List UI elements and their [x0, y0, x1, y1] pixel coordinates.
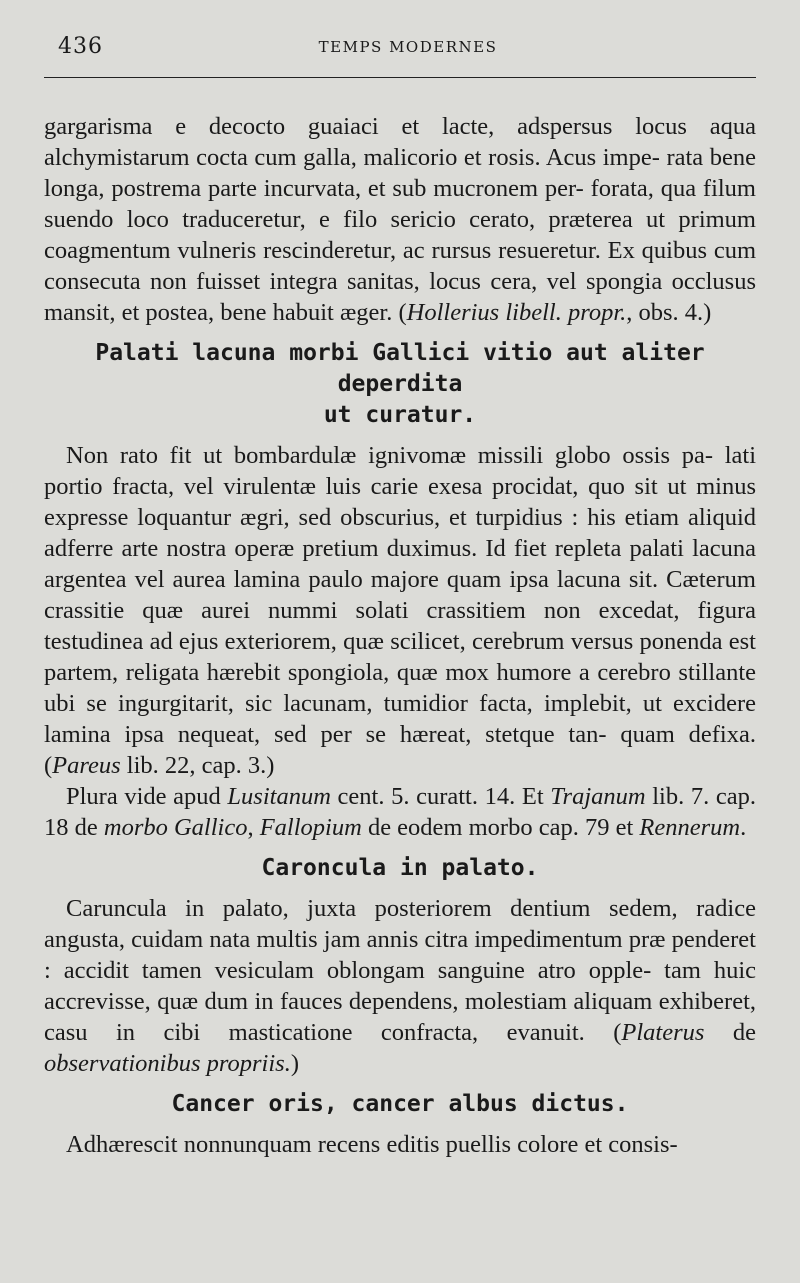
header-rule: [44, 77, 756, 78]
text-run: lib. 7. cap. 18 de: [44, 783, 756, 841]
heading-line: ut curatur.: [323, 402, 477, 428]
heading-line: Cancer oris, cancer albus dictus.: [171, 1091, 629, 1117]
citation-italic: observationibus propriis.: [44, 1050, 291, 1077]
spacer: [44, 431, 756, 440]
spacer: [44, 1120, 756, 1129]
citation-italic: Pareus: [52, 752, 121, 779]
citation-italic: morbo Gallico: [103, 814, 248, 841]
paragraph: [44, 440, 756, 781]
citation-italic: Lusitanum: [227, 783, 331, 810]
citation-italic: Fallopium: [259, 814, 362, 841]
text-run: Adhærescit nonnunquam recens editis puellis colore et consis-: [66, 1131, 678, 1158]
paragraph: [44, 781, 756, 843]
citation-italic: Rennerum: [639, 814, 741, 841]
text-run: ): [290, 1050, 300, 1077]
text-run: cent. 5. curatt. 14. Et: [330, 783, 551, 810]
text-run: .: [740, 814, 747, 841]
heading-line: Caroncula in palato.: [261, 855, 539, 881]
section-heading: [44, 338, 756, 431]
spacer: [44, 843, 756, 853]
text-run: Plura vide apud: [66, 783, 228, 810]
running-head: [58, 34, 758, 64]
spacer: [44, 1079, 756, 1089]
citation-italic: Trajanum: [550, 783, 646, 810]
citation-italic: Hollerius libell. propr.: [406, 299, 627, 326]
body-text: [44, 111, 756, 1160]
heading-line: Palati lacuna morbi Gallici vitio aut aliter deperdita: [95, 340, 705, 397]
paragraph: [44, 893, 756, 1079]
paragraph: [44, 1129, 756, 1160]
text-run: gargarisma e decocto guaiaci et lacte, adspersus locus aqua alchymistarum cocta cum galla, malicorio et rosis. Acus impe- rata bene longa, postrema parte incurvata, et sub mucronem per- forata, qua filum suendo loco traduceretur, e filo sericio cerato, præterea ut primum coagmentum vulneris rescinderetur, ac rursus resueretur. Ex quibus cum consecuta non fuisset integra sanitas, locus cera, vel spongia occlusus mansit, et postea, bene habuit æger. (: [44, 113, 756, 326]
paragraph: [44, 111, 756, 328]
page-number: 436: [58, 34, 103, 59]
text-run: Caruncula in palato, juxta posteriorem dentium sedem, radice angusta, cuidam nata multis jam annis citra impedimentum præ penderet : accidit tamen vesiculam oblongam sanguine atro opple- tam huic accrevisse, quæ dum in fauces dependens, molestiam aliquam exhiberet, casu in cibi masticatione confracta, evanuit. (: [44, 895, 756, 1046]
text-run: de eodem morbo cap. 79 et: [361, 814, 640, 841]
text-run: , obs. 4.): [626, 299, 712, 326]
text-run: lib. 22, cap. 3.): [120, 752, 275, 779]
running-title: TEMPS MODERNES: [318, 38, 498, 56]
spacer: [44, 884, 756, 893]
citation-italic: Platerus: [621, 1019, 705, 1046]
section-heading: [44, 853, 756, 884]
text-run: ,: [247, 814, 260, 841]
text-run: de: [704, 1019, 756, 1046]
spacer: [44, 328, 756, 338]
section-heading: [44, 1089, 756, 1120]
text-run: Non rato fit ut bombardulæ ignivomæ missili globo ossis pa- lati portio fracta, vel virulentæ luis carie exesa procidat, quo sit ut minus expresse loquantur ægri, sed obscurius, et turpidius : his etiam aliquid adferre arte nostra operæ pretium duximus. Id fiet repleta palati lacuna argentea vel aurea lamina paulo majore quam ipsa lacuna sit. Cæterum crassitie quæ aurei nummi solati crassitiem non excedat, figura testudinea ad ejus exteriorem, quæ scilicet, cerebrum versus ponenda est partem, religata hærebit spongiola, quæ mox humore a cerebro stillante ubi se ingurgitarit, sic lacunam, tumidior facta, implebit, ut excidere lamina ipsa nequeat, sed per se hæreat, stetque tan- quam defixa. (: [44, 442, 756, 779]
